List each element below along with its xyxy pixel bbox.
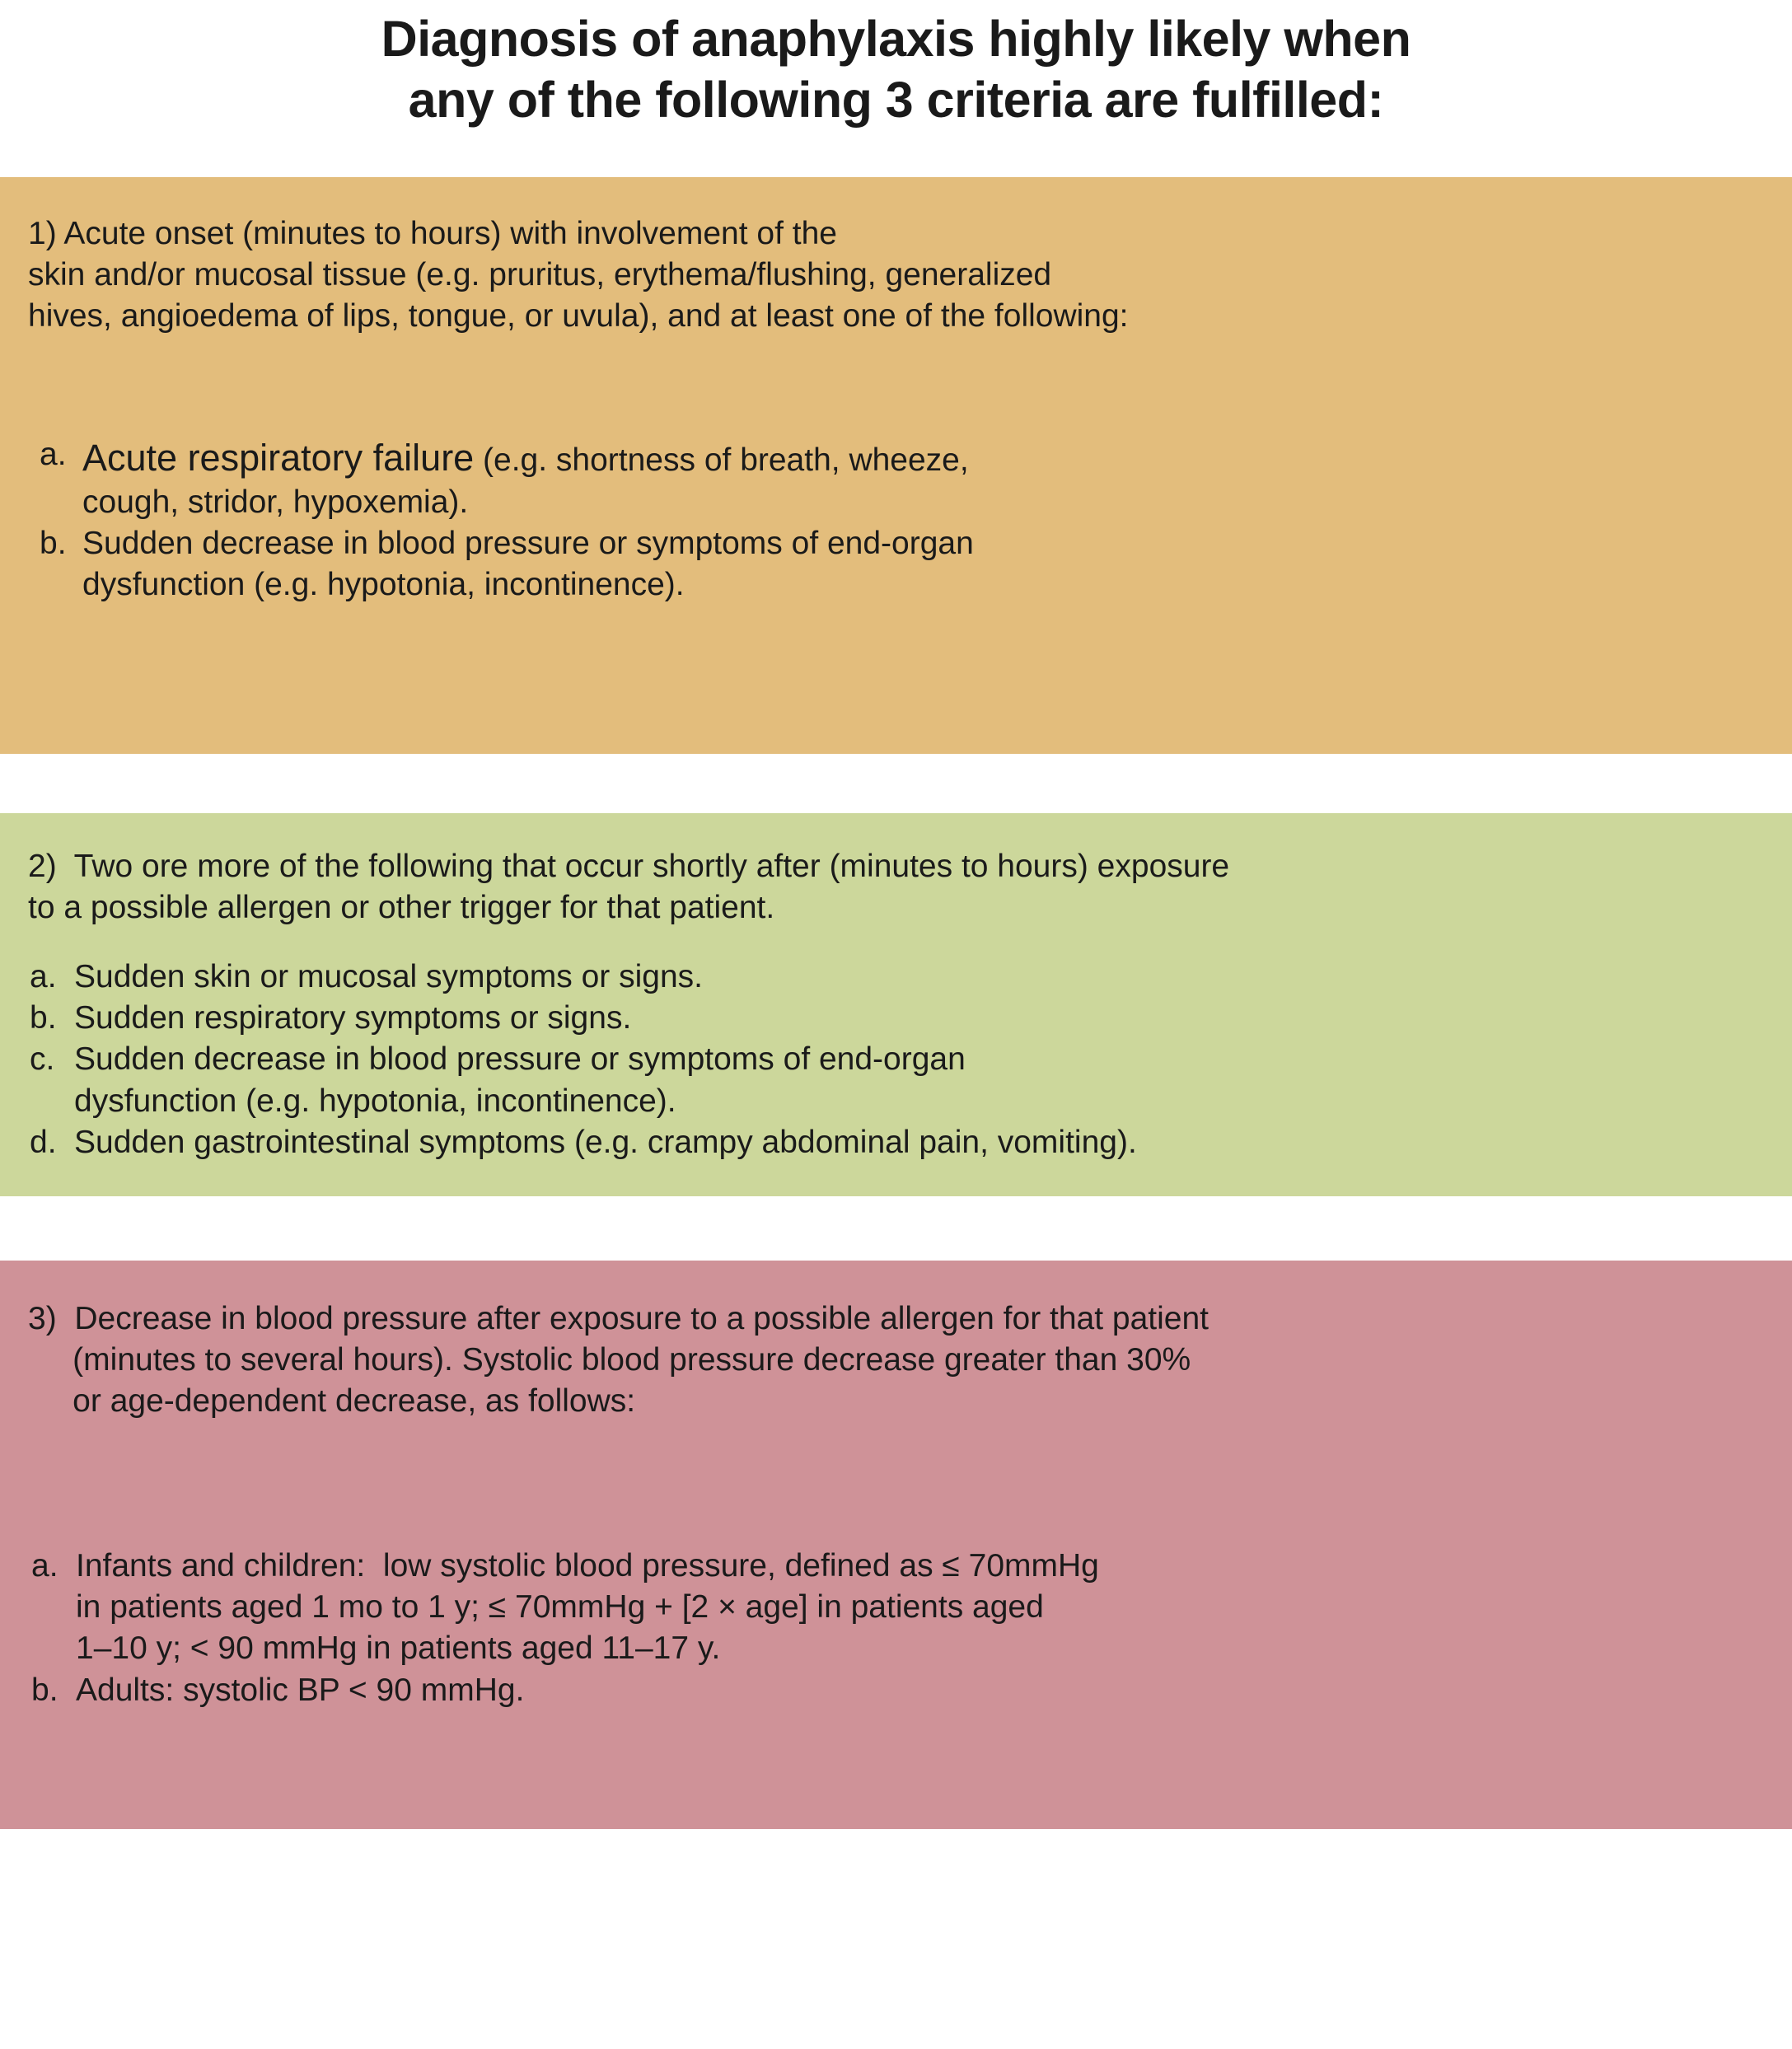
criterion-2-list (28, 957, 1759, 1163)
list-item-line-1: Sudden skin or mucosal symptoms or signs. (74, 958, 703, 994)
list-item-marker: d. (30, 1124, 57, 1160)
list-item-body (82, 523, 1759, 606)
list-item-marker: a. (30, 958, 57, 994)
list-item-line-1: Adults: systolic BP < 90 mmHg. (76, 1672, 525, 1708)
list-item-line-1: Sudden respiratory symptoms or signs. (74, 999, 632, 1036)
criterion-3-intro-line-2: (minutes to several hours). Systolic blood pressure decrease greater than 30% (28, 1342, 1191, 1378)
list-item-marker: b. (40, 525, 67, 561)
criterion-3-panel (0, 1261, 1792, 1829)
list-item-body (82, 434, 1759, 523)
list-item-line-2: dysfunction (e.g. hypotonia, incontinence). (82, 567, 685, 603)
criterion-2-intro-line-1: 2) Two ore more of the following that occur shortly after (minutes to hours) exposure (28, 848, 1230, 884)
list-item-body (74, 957, 1759, 998)
list-item-body (74, 998, 1759, 1039)
list-item-body (74, 1122, 1759, 1163)
criterion-3-intro-line-1: 3) Decrease in blood pressure after exposure to a possible allergen for that patient (28, 1301, 1209, 1337)
list-item-line-2: in patients aged 1 mo to 1 y; ≤ 70mmHg + [2 × age] in patients aged (76, 1589, 1044, 1626)
list-item (28, 998, 1759, 1039)
list-item-marker: a. (31, 1547, 58, 1584)
list-item (28, 1670, 1759, 1711)
list-item-line-2: dysfunction (e.g. hypotonia, incontinence). (74, 1083, 676, 1119)
spacer (28, 337, 1759, 434)
list-item-body (76, 1670, 1759, 1711)
list-item-line-3: 1–10 y; < 90 mmHg in patients aged 11–17 y. (76, 1630, 721, 1667)
criterion-1-list (28, 434, 1759, 606)
list-item (28, 523, 1759, 606)
list-item (28, 1039, 1759, 1122)
list-item (28, 434, 1759, 523)
list-item-line-1: Infants and children: low systolic blood pressure, defined as ≤ 70mmHg (76, 1547, 1099, 1584)
list-item-line-2: cough, stridor, hypoxemia). (82, 484, 469, 520)
spacer (28, 1422, 1759, 1546)
list-item-line-1: Sudden gastrointestinal symptoms (e.g. crampy abdominal pain, vomiting). (74, 1124, 1137, 1160)
list-item (28, 1122, 1759, 1163)
page-title (0, 0, 1792, 131)
list-item-line-1: Sudden decrease in blood pressure or symptoms of end-organ (74, 1041, 966, 1078)
list-item-line-1-rest: (e.g. shortness of breath, wheeze, (474, 442, 969, 478)
list-item-marker: c. (30, 1041, 55, 1078)
list-item-body (74, 1039, 1759, 1122)
list-item-marker: b. (31, 1672, 58, 1708)
criterion-3-list (28, 1546, 1759, 1711)
list-item-line-1: Sudden decrease in blood pressure or symptoms of end-organ (82, 525, 974, 561)
page-title-line-2: any of the following 3 criteria are fulfilled: (408, 72, 1384, 129)
page-title-line-1: Diagnosis of anaphylaxis highly likely when (381, 11, 1411, 67)
list-item-emphasis: Acute respiratory failure (82, 436, 475, 479)
criterion-2-intro (28, 846, 1759, 929)
list-item-marker: a. (40, 436, 67, 472)
criterion-3-intro (28, 1298, 1759, 1422)
list-item (28, 957, 1759, 998)
criterion-1-intro-line-1: 1) Acute onset (minutes to hours) with involvement of the (28, 215, 837, 251)
list-item (28, 1546, 1759, 1670)
criterion-3-intro-line-3: or age-dependent decrease, as follows: (28, 1382, 636, 1419)
criterion-1-intro-line-2: skin and/or mucosal tissue (e.g. pruritus, erythema/flushing, generalized (28, 256, 1052, 292)
criterion-2-panel (0, 813, 1792, 1196)
criterion-2-intro-line-2: to a possible allergen or other trigger for that patient. (28, 889, 775, 925)
list-item-body (76, 1546, 1759, 1670)
criterion-1-panel (0, 177, 1792, 754)
spacer (28, 929, 1759, 957)
criterion-1-intro (28, 213, 1759, 337)
list-item-marker: b. (30, 999, 57, 1036)
list-item-line-1 (82, 434, 1759, 482)
criterion-1-intro-line-3: hives, angioedema of lips, tongue, or uvula), and at least one of the following: (28, 297, 1129, 334)
